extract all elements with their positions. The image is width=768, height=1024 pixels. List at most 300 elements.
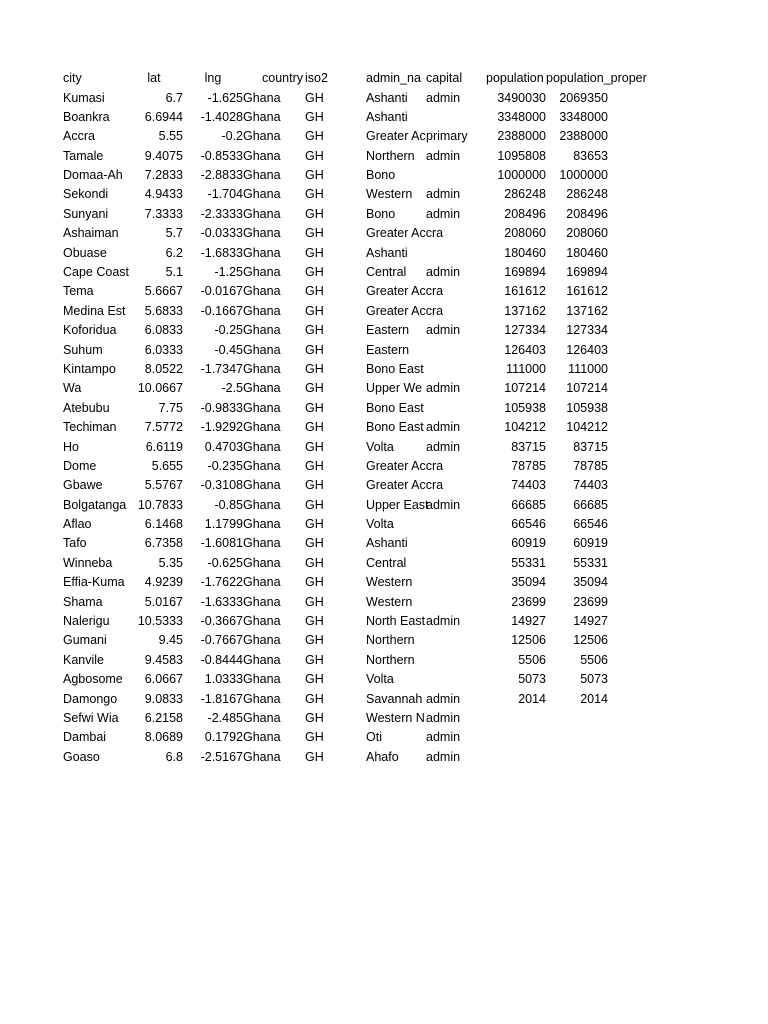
cell-iso2[interactable]: GH [305,749,324,764]
cell-iso2[interactable]: GH [305,497,324,512]
cell-capital[interactable]: admin [426,206,461,221]
cell-population-proper[interactable]: 208496 [566,206,608,221]
cell-iso2[interactable]: GH [305,303,324,318]
cell-admin-name[interactable]: Eastern [366,342,410,357]
cell-country[interactable]: Ghana [243,458,281,473]
cell-admin-name[interactable]: Bono [366,168,396,183]
cell-capital[interactable]: admin [426,187,461,202]
cell-lng[interactable]: -1.704 [207,187,243,202]
cell-lat[interactable]: 6.7 [165,90,183,105]
cell-population[interactable]: 55331 [511,555,546,570]
cell-admin-name[interactable]: Upper We [366,381,423,396]
cell-iso2[interactable]: GH [305,168,324,183]
cell-lat[interactable]: 10.7833 [137,497,183,512]
cell-city[interactable]: Wa [63,381,82,396]
cell-iso2[interactable]: GH [305,730,324,745]
cell-lat[interactable]: 6.0333 [144,342,183,357]
cell-admin-name[interactable]: Greater Accra [366,478,444,493]
cell-population-proper[interactable]: 2069350 [559,90,608,105]
cell-population[interactable]: 208060 [504,226,546,241]
cell-population-proper[interactable]: 5506 [580,652,608,667]
cell-city[interactable]: Techiman [63,420,117,435]
cell-country[interactable]: Ghana [243,711,281,725]
header-city[interactable]: city [63,71,82,85]
cell-iso2[interactable]: GH [305,226,324,241]
cell-population[interactable]: 126403 [504,342,546,357]
cell-country[interactable]: Ghana [243,730,281,745]
cell-population[interactable]: 60919 [511,536,546,551]
cell-population[interactable]: 161612 [504,284,546,299]
cell-iso2[interactable]: GH [305,148,324,163]
cell-country[interactable]: Ghana [243,614,281,629]
cell-iso2[interactable]: GH [305,614,324,629]
cell-population[interactable]: 5073 [518,672,546,687]
cell-city[interactable]: Shama [63,594,103,609]
cell-capital[interactable]: admin [426,439,461,454]
cell-country[interactable]: Ghana [243,342,281,357]
cell-city[interactable]: Effia-Kuma [63,575,125,590]
cell-lng[interactable]: -0.45 [214,342,243,357]
cell-admin-name[interactable]: Western [366,187,413,202]
cell-population-proper[interactable]: 126403 [566,342,608,357]
cell-population-proper[interactable]: 66685 [573,497,608,512]
cell-population-proper[interactable]: 105938 [566,400,608,415]
cell-city[interactable]: Goaso [63,749,100,764]
cell-iso2[interactable]: GH [305,420,324,435]
cell-capital[interactable]: admin [426,614,461,629]
cell-population-proper[interactable]: 12506 [573,633,608,648]
cell-lat[interactable]: 6.0667 [144,672,183,687]
cell-city[interactable]: Kintampo [63,361,116,376]
cell-lng[interactable]: -0.3108 [200,478,243,493]
cell-capital[interactable]: admin [426,691,461,706]
cell-iso2[interactable]: GH [305,206,324,221]
cell-lng[interactable]: -0.7667 [200,633,243,648]
cell-population-proper[interactable]: 83715 [573,439,608,454]
cell-lng[interactable]: -0.9833 [200,400,243,415]
cell-lat[interactable]: 7.2833 [144,168,183,183]
cell-country[interactable]: Ghana [243,517,281,532]
cell-population-proper[interactable]: 208060 [566,226,608,241]
cell-admin-name[interactable]: Northern [366,633,415,648]
cell-admin-name[interactable]: Volta [366,439,394,454]
cell-iso2[interactable]: GH [305,187,324,202]
cell-lng[interactable]: -1.7622 [200,575,243,590]
cell-capital[interactable]: admin [426,749,461,764]
cell-admin-name[interactable]: Ashanti [366,536,408,551]
cell-population-proper[interactable]: 111000 [568,361,608,376]
cell-lng[interactable]: -2.5167 [200,749,243,764]
cell-capital[interactable] [426,651,486,670]
cell-lng[interactable]: -1.25 [214,265,243,280]
cell-population[interactable]: 286248 [504,187,546,202]
cell-population-proper[interactable] [546,709,608,728]
cell-country[interactable]: Ghana [243,555,281,570]
header-iso2[interactable]: iso2 [305,71,328,85]
cell-admin-name[interactable]: Volta [366,672,394,687]
cell-population[interactable]: 74403 [511,478,546,493]
cell-city[interactable]: Kanvile [63,652,104,667]
cell-population-proper[interactable]: 2388000 [559,129,608,144]
cell-capital[interactable] [426,108,486,127]
header-population-proper[interactable]: population_proper [546,71,647,85]
cell-capital[interactable] [426,302,486,321]
cell-lat[interactable]: 5.6667 [144,284,183,299]
cell-lng[interactable]: -1.8167 [200,691,243,706]
cell-capital[interactable] [426,457,486,476]
cell-population[interactable]: 1000000 [497,168,546,183]
cell-capital[interactable]: admin [426,497,461,512]
header-capital[interactable]: capital [426,71,463,85]
cell-country[interactable]: Ghana [243,109,281,124]
cell-iso2[interactable]: GH [305,594,324,609]
cell-admin-name[interactable]: Bono East [366,420,424,435]
cell-country[interactable]: Ghana [243,226,281,241]
cell-admin-name[interactable]: Ashanti [366,109,408,124]
cell-iso2[interactable]: GH [305,536,324,551]
cell-city[interactable]: Sefwi Wia [63,711,119,725]
cell-city[interactable]: Atebubu [63,400,110,415]
cell-admin-name[interactable]: Greater Accra [366,458,444,473]
cell-capital[interactable] [426,341,486,360]
cell-iso2[interactable]: GH [305,439,324,454]
cell-population[interactable]: 5506 [518,652,546,667]
cell-lat[interactable]: 5.0167 [144,594,183,609]
cell-population[interactable]: 107214 [504,381,546,396]
cell-country[interactable]: Ghana [243,594,281,609]
cell-country[interactable]: Ghana [243,303,281,318]
cell-capital[interactable] [426,282,486,301]
cell-population[interactable]: 208496 [504,206,546,221]
cell-country[interactable]: Ghana [243,323,281,338]
cell-admin-name[interactable]: Ashanti [366,245,408,260]
cell-admin-name[interactable]: North East [366,614,426,629]
cell-city[interactable]: Tamale [63,148,104,163]
cell-city[interactable]: Cape Coast [63,265,130,280]
cell-population-proper[interactable] [546,748,608,767]
cell-lat[interactable]: 5.35 [158,555,183,570]
cell-admin-name[interactable]: Central [366,555,407,570]
cell-capital[interactable]: admin [426,90,461,105]
cell-country[interactable]: Ghana [243,652,281,667]
cell-city[interactable]: Ho [63,439,79,454]
cell-population-proper[interactable]: 2014 [580,691,608,706]
cell-population-proper[interactable]: 104212 [566,420,608,435]
cell-city[interactable]: Kumasi [63,90,105,105]
cell-population[interactable] [486,748,546,767]
cell-capital[interactable]: primary [426,129,468,144]
cell-population[interactable]: 1095808 [497,148,546,163]
cell-lat[interactable]: 5.1 [165,265,183,280]
cell-capital[interactable]: admin [426,265,461,280]
cell-city[interactable]: Dambai [63,730,107,745]
cell-country[interactable]: Ghana [243,536,281,551]
cell-admin-name[interactable]: Ahafo [366,749,399,764]
cell-lat[interactable]: 4.9433 [144,187,183,202]
cell-country[interactable]: Ghana [243,478,281,493]
cell-iso2[interactable]: GH [305,458,324,473]
cell-iso2[interactable]: GH [305,555,324,570]
cell-capital[interactable] [426,515,486,534]
cell-admin-name[interactable]: Greater Ac [366,129,426,144]
cell-country[interactable]: Ghana [243,400,281,415]
cell-city[interactable]: Domaa-Ah [63,168,123,183]
cell-capital[interactable]: admin [426,323,461,338]
cell-city[interactable]: Koforidua [63,323,117,338]
cell-population-proper[interactable]: 35094 [573,575,608,590]
cell-lng[interactable]: 0.4703 [204,439,243,454]
cell-capital[interactable] [426,224,486,243]
cell-admin-name[interactable]: Volta [366,517,394,532]
cell-city[interactable]: Bolgatanga [63,497,127,512]
cell-admin-name[interactable]: Greater Accra [366,303,444,318]
cell-city[interactable]: Obuase [63,245,107,260]
cell-country[interactable]: Ghana [243,245,281,260]
cell-iso2[interactable]: GH [305,90,324,105]
cell-lng[interactable]: -2.5 [221,381,243,396]
cell-population-proper[interactable]: 127334 [566,323,608,338]
cell-iso2[interactable]: GH [305,691,324,706]
cell-lat[interactable]: 8.0522 [144,361,183,376]
cell-capital[interactable] [426,670,486,689]
cell-capital[interactable] [426,593,486,612]
cell-population[interactable]: 2014 [518,691,546,706]
cell-lat[interactable]: 6.6944 [144,109,183,124]
cell-iso2[interactable]: GH [305,381,324,396]
cell-city[interactable]: Suhum [63,342,103,357]
cell-lat[interactable]: 9.45 [158,633,183,648]
cell-country[interactable]: Ghana [243,691,281,706]
cell-population[interactable]: 111000 [506,361,546,376]
cell-capital[interactable] [426,399,486,418]
header-country[interactable]: country [262,71,303,85]
cell-lat[interactable]: 6.1468 [144,517,183,532]
cell-capital[interactable]: admin [426,711,461,725]
cell-population[interactable]: 14927 [511,614,546,629]
cell-iso2[interactable]: GH [305,478,324,493]
cell-population-proper[interactable]: 83653 [573,148,608,163]
cell-capital[interactable] [426,166,486,185]
cell-admin-name[interactable]: Eastern [366,323,410,338]
cell-capital[interactable] [426,244,486,263]
cell-lng[interactable]: -1.6081 [200,536,243,551]
cell-capital[interactable]: admin [426,381,461,396]
cell-country[interactable]: Ghana [243,265,281,280]
cell-iso2[interactable]: GH [305,342,324,357]
cell-iso2[interactable]: GH [305,361,324,376]
cell-lat[interactable]: 6.2158 [144,711,183,725]
cell-population-proper[interactable]: 107214 [566,381,608,396]
cell-lng[interactable]: -0.2 [221,129,243,144]
cell-population[interactable]: 3490030 [497,90,546,105]
cell-population[interactable]: 83715 [511,439,546,454]
cell-country[interactable]: Ghana [243,672,281,687]
cell-iso2[interactable]: GH [305,672,324,687]
cell-lng[interactable]: -0.625 [207,555,243,570]
cell-lat[interactable]: 5.7 [165,226,183,241]
cell-lng[interactable]: 0.1792 [204,730,243,745]
header-admin-name[interactable]: admin_na [366,71,421,85]
cell-lat[interactable]: 5.55 [158,129,183,144]
cell-lng[interactable]: -2.8833 [200,168,243,183]
cell-population[interactable]: 127334 [504,323,546,338]
cell-lng[interactable]: -1.9292 [200,420,243,435]
cell-lng[interactable]: -2.485 [207,711,243,725]
cell-population[interactable]: 2388000 [497,129,546,144]
cell-population-proper[interactable]: 23699 [573,594,608,609]
cell-city[interactable]: Sunyani [63,206,109,221]
cell-population-proper[interactable] [546,728,608,747]
cell-lng[interactable]: -0.235 [207,458,243,473]
cell-population[interactable]: 35094 [511,575,546,590]
cell-iso2[interactable]: GH [305,633,324,648]
cell-country[interactable]: Ghana [243,206,281,221]
cell-population[interactable]: 104212 [504,420,546,435]
cell-city[interactable]: Medina Est [63,303,126,318]
cell-iso2[interactable]: GH [305,400,324,415]
cell-country[interactable]: Ghana [243,439,281,454]
cell-population-proper[interactable]: 5073 [580,672,608,687]
cell-lng[interactable]: 1.0333 [204,672,243,687]
cell-population[interactable]: 3348000 [497,109,546,124]
cell-country[interactable]: Ghana [243,381,281,396]
cell-country[interactable]: Ghana [243,90,281,105]
cell-population[interactable] [486,728,546,747]
cell-population[interactable]: 12506 [511,633,546,648]
cell-city[interactable]: Damongo [63,691,118,706]
cell-population[interactable]: 66685 [511,497,546,512]
cell-city[interactable]: Dome [63,458,97,473]
cell-lng[interactable]: -0.3667 [200,614,243,629]
cell-capital[interactable] [426,573,486,592]
cell-capital[interactable] [426,534,486,553]
cell-city[interactable]: Gumani [63,633,107,648]
cell-lng[interactable]: -1.6833 [200,245,243,260]
cell-admin-name[interactable]: Western [366,594,413,609]
cell-city[interactable]: Agbosome [63,672,123,687]
header-lng[interactable]: lng [204,71,222,85]
cell-lng[interactable]: -0.8533 [200,148,243,163]
cell-country[interactable]: Ghana [243,497,281,512]
cell-population[interactable]: 66546 [511,517,546,532]
cell-population[interactable]: 78785 [511,458,546,473]
cell-lng[interactable]: 1.1799 [204,517,243,532]
cell-city[interactable]: Boankra [63,109,110,124]
cell-population-proper[interactable]: 180460 [566,245,608,260]
cell-lng[interactable]: -2.3333 [200,206,243,221]
cell-population-proper[interactable]: 161612 [566,284,608,299]
cell-lat[interactable]: 5.6833 [144,303,183,318]
cell-lat[interactable]: 5.5767 [144,478,183,493]
cell-capital[interactable]: admin [426,148,461,163]
cell-city[interactable]: Ashaiman [63,226,119,241]
cell-iso2[interactable]: GH [305,323,324,338]
cell-iso2[interactable]: GH [305,265,324,280]
cell-population[interactable]: 169894 [504,265,546,280]
cell-population-proper[interactable]: 169894 [566,265,608,280]
cell-lat[interactable]: 6.2 [165,245,183,260]
cell-population-proper[interactable]: 60919 [573,536,608,551]
cell-lng[interactable]: -1.7347 [200,361,243,376]
cell-population[interactable]: 105938 [504,400,546,415]
cell-city[interactable]: Nalerigu [63,614,110,629]
cell-admin-name[interactable]: Central [366,265,407,280]
cell-lat[interactable]: 9.0833 [144,691,183,706]
cell-city[interactable]: Accra [63,129,95,144]
cell-iso2[interactable]: GH [305,129,324,144]
cell-admin-name[interactable]: Ashanti [366,90,408,105]
cell-lat[interactable]: 5.655 [151,458,183,473]
cell-population-proper[interactable]: 66546 [573,517,608,532]
cell-lat[interactable]: 8.0689 [144,730,183,745]
cell-admin-name[interactable]: Bono East [366,361,424,376]
cell-iso2[interactable]: GH [305,652,324,667]
cell-country[interactable]: Ghana [243,361,281,376]
cell-admin-name[interactable]: Northern [366,652,415,667]
cell-capital[interactable]: admin [426,420,461,435]
cell-lat[interactable]: 9.4583 [144,652,183,667]
cell-capital[interactable]: admin [426,730,461,745]
cell-capital[interactable] [426,476,486,495]
cell-city[interactable]: Aflao [63,517,92,532]
cell-lng[interactable]: -1.6333 [200,594,243,609]
cell-admin-name[interactable]: Northern [366,148,415,163]
cell-admin-name[interactable]: Upper East [366,497,429,512]
cell-lng[interactable]: -1.625 [207,90,243,105]
cell-iso2[interactable]: GH [305,109,324,124]
cell-lng[interactable]: -0.0333 [200,226,243,241]
cell-city[interactable]: Tema [63,284,94,299]
cell-capital[interactable] [426,554,486,573]
cell-lat[interactable]: 6.0833 [144,323,183,338]
cell-population[interactable]: 23699 [511,594,546,609]
cell-capital[interactable] [426,631,486,650]
cell-country[interactable]: Ghana [243,187,281,202]
cell-city[interactable]: Sekondi [63,187,109,202]
cell-city[interactable]: Winneba [63,555,113,570]
cell-lat[interactable]: 7.75 [158,400,183,415]
cell-lat[interactable]: 4.9239 [144,575,183,590]
cell-country[interactable]: Ghana [243,575,281,590]
cell-lat[interactable]: 7.3333 [144,206,183,221]
cell-population[interactable]: 180460 [504,245,546,260]
cell-population-proper[interactable]: 137162 [566,303,608,318]
cell-population[interactable]: 137162 [504,303,546,318]
cell-lat[interactable]: 10.5333 [137,614,183,629]
cell-lat[interactable]: 6.6119 [145,439,183,454]
cell-admin-name[interactable]: Savannah [366,691,423,706]
cell-admin-name[interactable]: Greater Accra [366,226,444,241]
cell-country[interactable]: Ghana [243,148,281,163]
header-population[interactable]: population [486,71,544,85]
cell-lng[interactable]: -0.0167 [200,284,243,299]
cell-lat[interactable]: 6.7358 [144,536,183,551]
cell-lng[interactable]: -1.4028 [200,109,243,124]
cell-iso2[interactable]: GH [305,711,324,725]
cell-country[interactable]: Ghana [243,420,281,435]
cell-admin-name[interactable]: Greater Accra [366,284,444,299]
cell-population-proper[interactable]: 14927 [573,614,608,629]
cell-lng[interactable]: -0.85 [214,497,243,512]
cell-population-proper[interactable]: 55331 [573,555,608,570]
cell-admin-name[interactable]: Oti [366,730,382,745]
cell-lat[interactable]: 7.5772 [144,420,183,435]
cell-iso2[interactable]: GH [305,284,324,299]
cell-population-proper[interactable]: 286248 [566,187,608,202]
cell-population-proper[interactable]: 78785 [573,458,608,473]
cell-admin-name[interactable]: Bono East [366,400,424,415]
cell-capital[interactable] [426,360,486,379]
